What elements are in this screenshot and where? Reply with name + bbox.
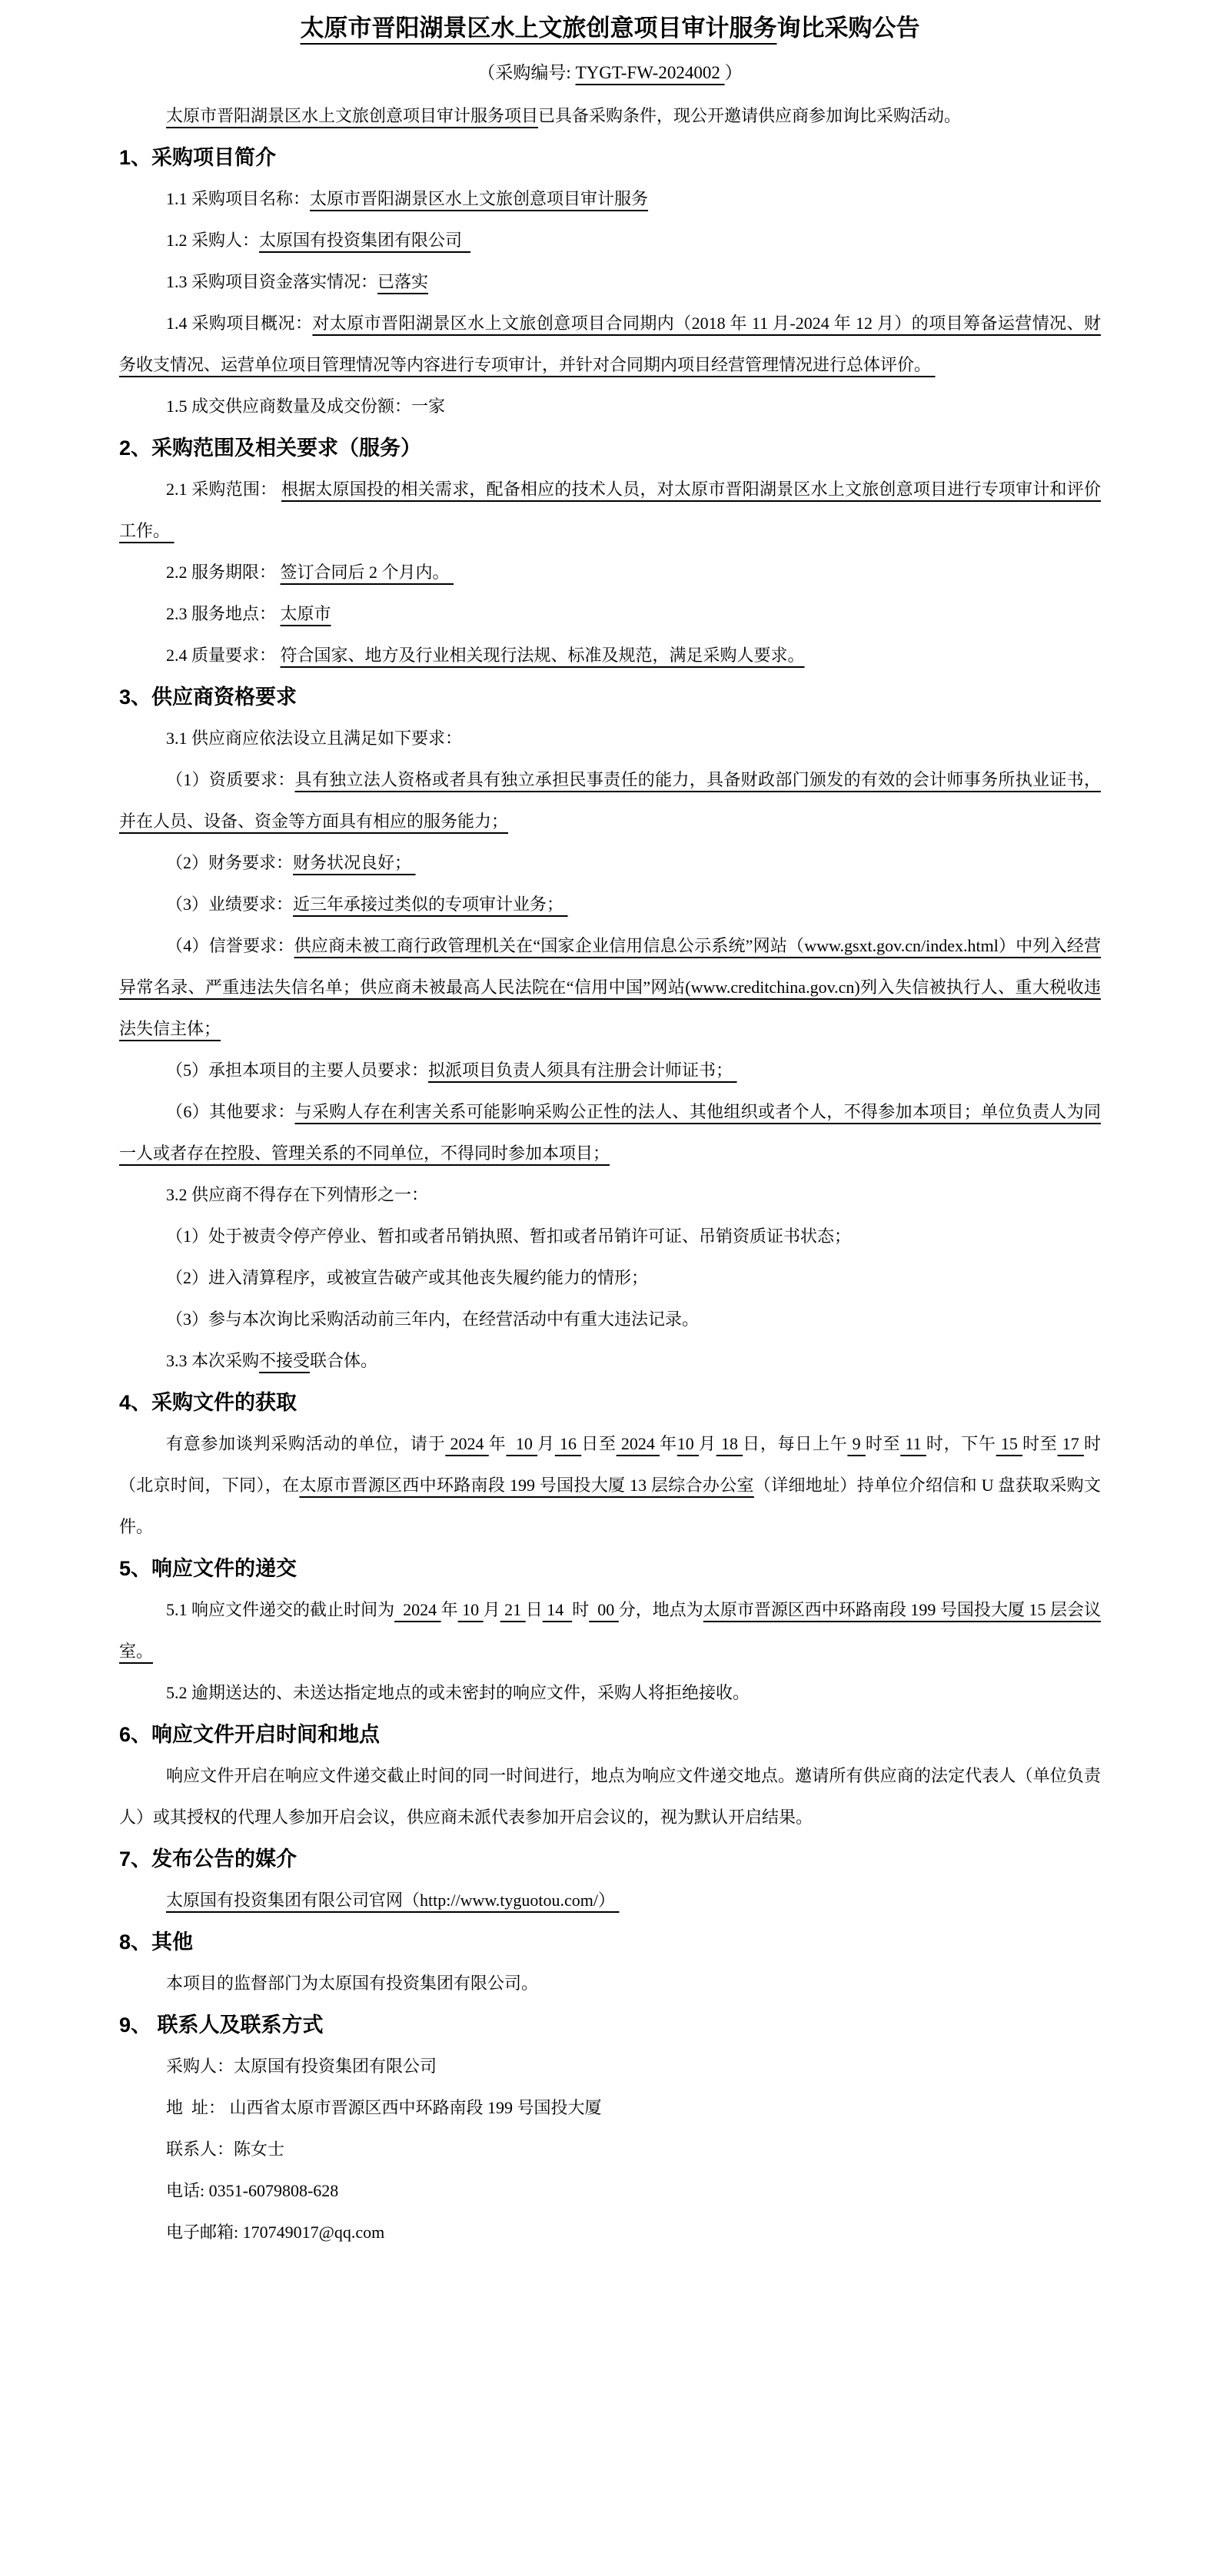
- text-run: 分，地点为: [618, 1600, 703, 1619]
- text-run: （2）进入清算程序，或被宣告破产或其他丧失履约能力的情形；: [166, 1268, 649, 1287]
- paragraph-5-2: [119, 1672, 1101, 1714]
- underlined-text-run: 太原市晋阳湖景区水上文旅创意项目审计服务: [310, 189, 649, 208]
- paragraph-6: [119, 1755, 1101, 1838]
- text-run: 采购人：太原国有投资集团有限公司: [166, 2056, 437, 2076]
- paragraph-3-2-3: [119, 1299, 1101, 1340]
- paragraph-1-3: [119, 261, 1101, 303]
- underlined-text-run: 太原市晋源区西中环路南段 199 号国投大厦 15 层会议室。: [119, 1600, 1101, 1661]
- underlined-text-run: 17: [1057, 1434, 1084, 1453]
- text-run: 电话: 0351-6079808-628: [166, 2181, 339, 2200]
- text-run: 1.5 成交供应商数量及成交份额：一家: [166, 397, 446, 416]
- underlined-text-run: 太原国有投资集团有限公司官网（http://www.tyguotou.com/）: [166, 1891, 620, 1910]
- section-heading-6: [119, 1714, 1101, 1755]
- text-run: （采购编号:: [477, 63, 576, 82]
- text-run: 1、采购项目简介: [119, 146, 277, 169]
- text-run: （3）参与本次询比采购活动前三年内，在经营活动中有重大违法记录。: [166, 1310, 700, 1329]
- text-run: 1.3 采购项目资金落实情况：: [166, 272, 378, 291]
- underlined-text-run: 2024: [616, 1434, 660, 1453]
- underlined-text-run: 10: [457, 1600, 484, 1619]
- contact-phone: [119, 2170, 1101, 2212]
- text-run: 本项目的监督部门为太原国有投资集团有限公司。: [166, 1973, 539, 1993]
- underlined-text-run: 对太原市晋阳湖景区水上文旅创意项目合同期内（2018 年 11 月-2024 年 12 月）的项目筹备运营情况、财务收支情况、运营单位项目管理情况等内容进行专项审计，并针对合同期内项目经营管理情况进行总体评价。: [119, 314, 1101, 374]
- text-run: 2.4 质量要求：: [166, 646, 281, 665]
- section-heading-3: [119, 676, 1101, 718]
- section-heading-5: [119, 1548, 1101, 1589]
- text-run: 3.1 供应商应依法设立且满足如下要求：: [166, 729, 463, 748]
- text-run: 5.1 响应文件递交的截止时间为: [166, 1600, 395, 1619]
- text-run: 8、其他: [119, 1930, 194, 1954]
- document-title: [119, 6, 1101, 51]
- paragraph-2-4: [119, 635, 1101, 676]
- contact-buyer: [119, 2046, 1101, 2087]
- text-run: 1.4 采购项目概况：: [166, 314, 313, 333]
- paragraph-2-3: [119, 593, 1101, 635]
- underlined-text-run: 具有独立法人资格或者具有独立承担民事责任的能力，具备财政部门颁发的有效的会计师事务所执业证书，并在人员、设备、资金等方面具有相应的服务能力；: [119, 770, 1101, 831]
- text-run: 联系人：陈女士: [166, 2139, 285, 2159]
- text-run: 地 址： 山西省太原市晋源区西中环路南段 199 号国投大厦: [166, 2098, 602, 2117]
- paragraph-2-1: [119, 469, 1101, 552]
- text-run: （6）其他要求：: [166, 1102, 295, 1121]
- section-heading-7: [119, 1838, 1101, 1880]
- paragraph-3-2-1: [119, 1216, 1101, 1257]
- text-run: 时: [572, 1600, 590, 1619]
- text-run: 3、供应商资格要求: [119, 685, 298, 709]
- paragraph-5-1: [119, 1589, 1101, 1672]
- text-run: 时（北京时间，下同），在: [119, 1434, 1101, 1495]
- paragraph-3-2: [119, 1174, 1101, 1216]
- underlined-text-run: 2024: [394, 1600, 441, 1619]
- paragraph-intro: [119, 95, 1101, 137]
- text-run: 月: [537, 1434, 555, 1453]
- text-run: （2）财务要求：: [166, 853, 294, 872]
- text-run: （详细地址）持单位介绍信和 U 盘获取采购文件。: [119, 1476, 1101, 1536]
- text-run: 2.2 服务期限：: [166, 563, 281, 582]
- underlined-text-run: 签订合同后 2 个月内。: [280, 563, 454, 582]
- text-run: （3）业绩要求：: [166, 895, 294, 914]
- text-run: 年: [440, 1600, 458, 1619]
- paragraph-3-1-6: [119, 1091, 1101, 1174]
- paragraph-1-4: [119, 303, 1101, 386]
- paragraph-4: [119, 1423, 1101, 1548]
- paragraph-1-1: [119, 178, 1101, 220]
- text-run: 1.2 采购人：: [166, 231, 260, 250]
- text-run: 3.3 本次采购: [166, 1351, 260, 1370]
- text-run: （4）信誉要求：: [166, 936, 294, 955]
- underlined-text-run: 符合国家、地方及行业相关现行法规、标准及规范，满足采购人要求。: [280, 646, 805, 665]
- text-run: 4、采购文件的获取: [119, 1391, 298, 1414]
- text-run: ）: [724, 63, 743, 82]
- underlined-text-run: 2024: [445, 1434, 489, 1453]
- paragraph-1-2: [119, 220, 1101, 261]
- paragraph-3-1-5: [119, 1050, 1101, 1091]
- underlined-text-run: TYGT-FW-2024002: [575, 63, 725, 82]
- underlined-text-run: 财务状况良好；: [293, 853, 416, 872]
- contact-address: [119, 2087, 1101, 2129]
- text-run: 3.2 供应商不得存在下列情形之一：: [166, 1185, 429, 1204]
- underlined-text-run: 太原市晋源区西中环路南段 199 号国投大厦 13 层综合办公室: [299, 1476, 754, 1495]
- text-run: 2.1 采购范围：: [166, 480, 281, 499]
- contact-person: [119, 2129, 1101, 2170]
- underlined-text-run: 14: [542, 1600, 573, 1619]
- paragraph-3-1-4: [119, 925, 1101, 1050]
- text-run: （1）资质要求：: [166, 770, 295, 789]
- underlined-text-run: 18: [716, 1434, 743, 1453]
- text-run: 时至: [865, 1434, 901, 1453]
- underlined-text-run: 太原市: [280, 604, 331, 623]
- text-run: 已具备采购条件，现公开邀请供应商参加询比采购活动。: [538, 106, 962, 125]
- text-run: （5）承担本项目的主要人员要求：: [166, 1061, 429, 1080]
- paragraph-3-1-3: [119, 884, 1101, 925]
- paragraph-3-1-1: [119, 759, 1101, 842]
- text-run: 2、采购范围及相关要求（服务）: [119, 437, 422, 460]
- underlined-text-run: 15: [996, 1434, 1023, 1453]
- underlined-text-run: 不接受: [259, 1351, 311, 1370]
- text-run: 响应文件开启在响应文件递交截止时间的同一时间进行，地点为响应文件递交地点。邀请所有供应商的法定代表人（单位负责人）或其授权的代理人参加开启会议，供应商未派代表参加开启会议的，视为默认开启结果。: [119, 1766, 1101, 1827]
- text-run: 1.1 采购项目名称：: [166, 189, 311, 208]
- text-run: 年: [660, 1434, 677, 1453]
- text-run: 月: [483, 1600, 500, 1619]
- underlined-text-run: 根据太原国投的相关需求，配备相应的技术人员，对太原市晋阳湖景区水上文旅创意项目进行专项审计和评价工作。: [119, 480, 1101, 540]
- paragraph-1-5: [119, 386, 1101, 427]
- text-run: 电子邮箱: 170749017@qq.com: [166, 2222, 385, 2242]
- paragraph-3-1-2: [119, 842, 1101, 884]
- text-run: 询比采购公告: [776, 15, 920, 41]
- text-run: 年: [488, 1434, 507, 1453]
- section-heading-1: [119, 137, 1101, 178]
- paragraph-2-2: [119, 552, 1101, 593]
- text-run: 时，下午: [926, 1434, 996, 1453]
- underlined-text-run: 太原市晋阳湖景区水上文旅创意项目审计服务项目: [166, 106, 539, 125]
- text-run: 9、 联系人及联系方式: [119, 2013, 324, 2037]
- paragraph-3-2-2: [119, 1257, 1101, 1299]
- section-heading-2: [119, 427, 1101, 469]
- underlined-text-run: 11: [900, 1434, 926, 1453]
- text-run: 联合体。: [310, 1351, 378, 1370]
- contact-email: [119, 2212, 1101, 2253]
- underlined-text-run: 21: [500, 1600, 526, 1619]
- underlined-text-run: 太原国有投资集团有限公司: [259, 231, 471, 250]
- text-run: 月: [699, 1434, 716, 1453]
- text-run: 7、发布公告的媒介: [119, 1847, 298, 1871]
- underlined-text-run: 已落实: [377, 272, 429, 291]
- underlined-text-run: 拟派项目负责人须具有注册会计师证书；: [428, 1061, 737, 1080]
- paragraph-3-1: [119, 718, 1101, 759]
- paragraph-8: [119, 1963, 1101, 2004]
- text-run: 日，每日上午: [743, 1434, 848, 1453]
- underlined-text-run: 与采购人存在利害关系可能影响采购公正性的法人、其他组织或者个人，不得参加本项目；单位负责人为同一人或者存在控股、管理关系的不同单位，不得同时参加本项目；: [119, 1102, 1101, 1163]
- text-run: 5.2 逾期送达的、未送达指定地点的或未密封的响应文件，采购人将拒绝接收。: [166, 1683, 750, 1702]
- text-run: 时至: [1022, 1434, 1058, 1453]
- underlined-text-run: 10: [676, 1434, 700, 1453]
- underlined-text-run: 太原市晋阳湖景区水上文旅创意项目审计服务: [300, 15, 777, 41]
- paragraph-3-3: [119, 1340, 1101, 1382]
- underlined-text-run: 16: [554, 1434, 582, 1453]
- text-run: （1）处于被责令停产停业、暂扣或者吊销执照、暂扣或者吊销许可证、吊销资质证书状态；: [166, 1227, 852, 1246]
- document-number: [119, 51, 1101, 95]
- text-run: 2.3 服务地点：: [166, 604, 281, 623]
- underlined-text-run: 9: [847, 1434, 866, 1453]
- underlined-text-run: 10: [506, 1434, 538, 1453]
- paragraph-7: [119, 1880, 1101, 1921]
- text-run: 日: [525, 1600, 543, 1619]
- text-run: 有意参加谈判采购活动的单位，请于: [166, 1434, 446, 1453]
- section-heading-4: [119, 1382, 1101, 1423]
- text-run: 6、响应文件开启时间和地点: [119, 1723, 381, 1746]
- underlined-text-run: 近三年承接过类似的专项审计业务；: [293, 895, 568, 914]
- section-heading-9: [119, 2004, 1101, 2046]
- text-run: 日至: [581, 1434, 617, 1453]
- section-heading-8: [119, 1921, 1101, 1963]
- underlined-text-run: 供应商未被工商行政管理机关在“国家企业信用信息公示系统”网站（www.gsxt.gov.cn/index.html）中列入经营异常名录、严重违法失信名单；供应商未被最高人民法院在“信用中国”网站(www.creditchina.gov.cn)列入失信被执行人、重大税收违法失信主体；: [119, 936, 1101, 1038]
- underlined-text-run: 00: [589, 1600, 619, 1619]
- text-run: 5、响应文件的递交: [119, 1557, 298, 1580]
